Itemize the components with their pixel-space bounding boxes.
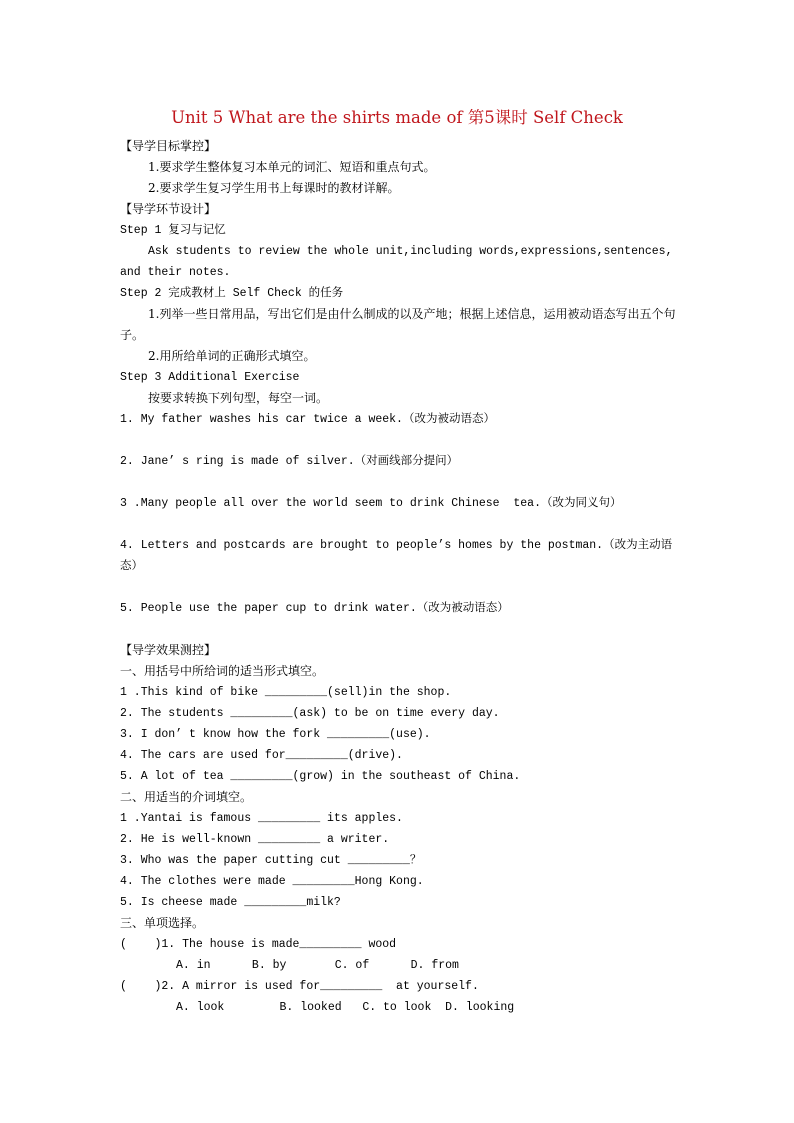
test-header: 【导学效果测控】 — [120, 643, 217, 657]
fill-item: 3. I don’ t know how the fork _________(use). — [120, 728, 431, 741]
step2-item: 2.用所给单词的正确形式填空。 — [148, 349, 316, 363]
exercise-item: 4. Letters and postcards are brought to people’s homes by the postman.（改为主动语态） — [120, 539, 673, 573]
design-header: 【导学环节设计】 — [120, 202, 217, 216]
document-body — [120, 136, 680, 1018]
step2-item: 1.列举一些日常用品，写出它们是由什么制成的以及产地；根据上述信息，运用被动语态写出五个句子。 — [120, 307, 676, 342]
fill-item: 4. The clothes were made _________Hong Kong. — [120, 875, 424, 888]
part2-title: 二、用适当的介词填空。 — [120, 790, 253, 804]
step1-text: Ask students to review the whole unit,including words,expressions,sentences, — [148, 245, 673, 258]
fill-item: 2. The students _________(ask) to be on time every day. — [120, 707, 500, 720]
fill-item: 4. The cars are used for_________(drive). — [120, 749, 403, 762]
step1-title: Step 1 复习与记忆 — [120, 224, 226, 237]
page-title: Unit 5 What are the shirts made of 第5课时 Self Check — [171, 108, 623, 127]
choice-options: A. look B. looked C. to look D. looking — [176, 1001, 515, 1014]
fill-item: 1 .Yantai is famous _________ its apples. — [120, 812, 403, 825]
goals-header: 【导学目标掌控】 — [120, 139, 217, 153]
exercise-item: 2. Jane’ s ring is made of silver.（对画线部分提问） — [120, 455, 459, 468]
fill-item: 3. Who was the paper cutting cut _________？ — [120, 854, 422, 867]
exercise-item: 3 .Many people all over the world seem to drink Chinese tea.（改为同义句） — [120, 497, 622, 510]
fill-item: 1 .This kind of bike _________(sell)in the shop. — [120, 686, 452, 699]
step1-text-cont: and their notes. — [120, 266, 231, 279]
goal-item: 1.要求学生整体复习本单元的词汇、短语和重点句式。 — [148, 160, 436, 174]
exercise-item: 1. My father washes his car twice a week.（改为被动语态） — [120, 413, 495, 426]
choice-question: ( )2. A mirror is used for_________ at yourself. — [120, 980, 479, 993]
step3-title: Step 3 Additional Exercise — [120, 371, 300, 384]
fill-item: 2. He is well-known _________ a writer. — [120, 833, 390, 846]
choice-question: ( )1. The house is made_________ wood — [120, 938, 397, 951]
part3-title: 三、单项选择。 — [120, 916, 205, 930]
step2-title: Step 2 完成教材上 Self Check 的任务 — [120, 287, 344, 300]
choice-options: A. in B. by C. of D. from — [176, 959, 459, 972]
fill-item: 5. Is cheese made _________milk? — [120, 896, 341, 909]
part1-title: 一、用括号中所给词的适当形式填空。 — [120, 664, 325, 678]
exercise-item: 5. People use the paper cup to drink water.（改为被动语态） — [120, 602, 509, 615]
step3-instruction: 按要求转换下列句型，每空一词。 — [148, 391, 329, 405]
goal-item: 2.要求学生复习学生用书上每课时的教材详解。 — [148, 181, 400, 195]
fill-item: 5. A lot of tea _________(grow) in the southeast of China. — [120, 770, 521, 783]
